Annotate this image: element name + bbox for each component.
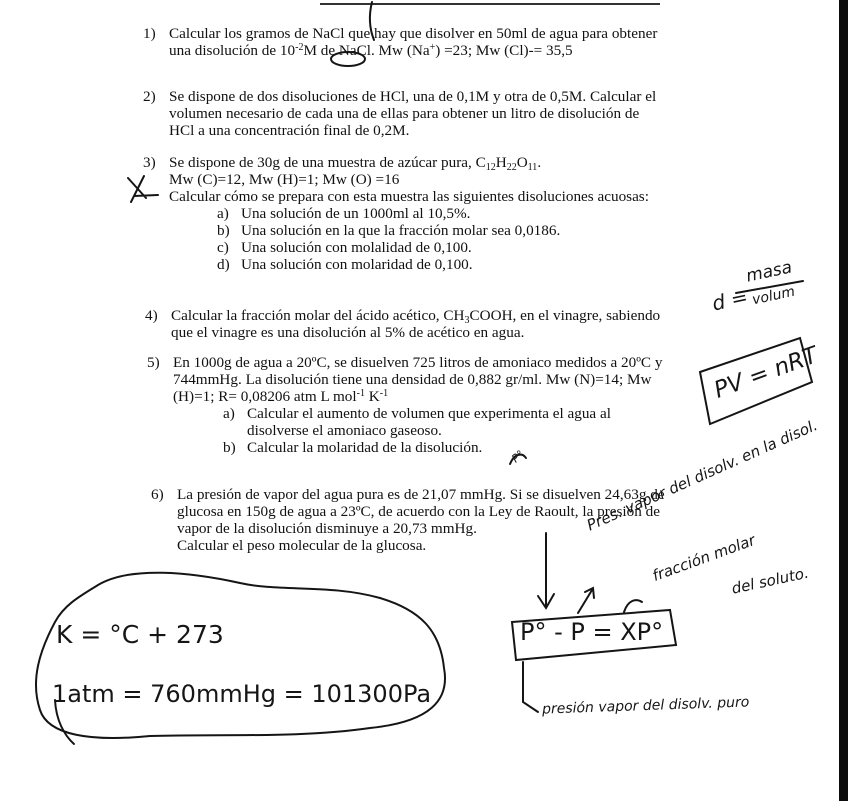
problem-6-line-2: glucosa en 150g de agua a 23ºC, de acuerdo con la Ley de Raoult, la presión de <box>177 503 660 520</box>
problem-4-line-2: que el vinagre es una disolución al 5% de acético en agua. <box>171 324 525 341</box>
problem-5-line-1: 5) En 1000g de agua a 20ºC, se disuelven 725 litros de amoniaco medidos a 20ºC y <box>147 354 663 371</box>
problem-2-line-1: 2) Se dispone de dos disoluciones de HCl, una de 0,1M y otra de 0,5M. Calcular el <box>143 88 657 105</box>
list-item: a) Una solución de un 1000ml al 10,5%. <box>217 205 471 222</box>
problem-3 <box>143 154 681 273</box>
atm-conversion: 1atm = 760mmHg = 101300Pa <box>52 680 432 708</box>
problem-6-line-1: 6) La presión de vapor del agua pura es de 21,07 mmHg. Si se disuelven 24,63g de <box>151 486 665 503</box>
arrow-hook <box>523 662 538 712</box>
list-item: b) Calcular la molaridad de la disolución. <box>223 439 483 456</box>
problem-3-line-3: Calcular cómo se prepara con esta muestra las siguientes disoluciones acuosas: <box>169 188 649 205</box>
density-denominator: volum <box>750 283 797 309</box>
problem-number: 2) <box>143 88 156 105</box>
density-lhs: d = <box>709 284 750 316</box>
list-item: c) Una solución con molalidad de 0,100. <box>217 239 472 256</box>
problem-3-line-2: Mw (C)=12, Mw (H)=1; Mw (O) =16 <box>169 171 400 188</box>
p0-note: P° <box>509 447 527 466</box>
pres-vapor-label: Pres. vapor del disolv. en la disol. <box>584 416 821 535</box>
presion-puro-label: presión vapor del disolv. puro <box>541 694 750 718</box>
list-item-continuation: disolverse el amoniaco gaseoso. <box>247 422 442 439</box>
arrow-up <box>578 588 594 613</box>
scan-edge <box>839 0 848 801</box>
problem-2-line-3: HCl a una concentración final de 0,2M. <box>169 122 410 139</box>
arrow-x <box>624 600 642 612</box>
kelvin-conversion: K = °C + 273 <box>56 620 224 649</box>
problem-number: 4) <box>145 307 158 324</box>
problem-2 <box>143 88 681 139</box>
problem-6-line-3: vapor de la disolución disminuye a 20,73 mmHg. <box>177 520 477 537</box>
fraccion-molar-label: fracción molar <box>650 531 758 585</box>
formula-cloud <box>36 573 445 738</box>
problem-2-line-2: volumen necesario de cada una de ellas para obtener un litro de disolución de <box>169 105 640 122</box>
problem-1-line-2: una disolución de $10^{-2}M$ de NaCl. Mw (Na+) =23; Mw (Cl)-= 35,5 <box>169 42 573 59</box>
problem-5-line-3: (H)=1; R= 0,08206 atm L mol$^{-1}$ $K^{-1}$ <box>173 388 389 405</box>
problem-6-line-4: Calcular el peso molecular de la glucosa. <box>177 537 427 554</box>
problem-3-line-1: 3) Se dispone de 30g de una muestra de azúcar pura, $C_{12}H_{22}O_{11}$. <box>143 154 542 173</box>
problem-5-line-2: 744mmHg. La disolución tiene una densidad de 0,882 gr/ml. Mw (N)=14; Mw <box>173 371 652 388</box>
list-item: d) Una solución con molaridad de 0,100. <box>217 256 473 273</box>
problem-number: 1) <box>143 25 156 42</box>
problem-4 <box>145 307 683 341</box>
raoult-equation: P° - P = XP° <box>520 618 664 646</box>
list-item: a) Calcular el aumento de volumen que experimenta el agua al <box>223 405 611 422</box>
problem-number: 6) <box>151 486 164 503</box>
problem-4-line-1: 4) Calcular la fracción molar del ácido acético, $CH_3COOH$, en el vinagre, sabiendo <box>145 307 661 326</box>
top-rule <box>320 3 660 5</box>
problem-number: 5) <box>147 354 160 371</box>
problem-1-line-1: 1) Calcular los gramos de NaCl que hay que disolver en 50ml de agua para obtener <box>143 25 658 42</box>
problem-5 <box>147 354 683 456</box>
problem-number: 3) <box>143 154 156 171</box>
density-numerator: masa <box>744 257 794 287</box>
problem-1 <box>143 25 681 59</box>
ideal-gas-law: PV = nRT <box>710 342 822 404</box>
soluto-label: del soluto. <box>730 563 811 598</box>
list-item: b) Una solución en la que la fracción molar sea 0,0186. <box>217 222 561 239</box>
